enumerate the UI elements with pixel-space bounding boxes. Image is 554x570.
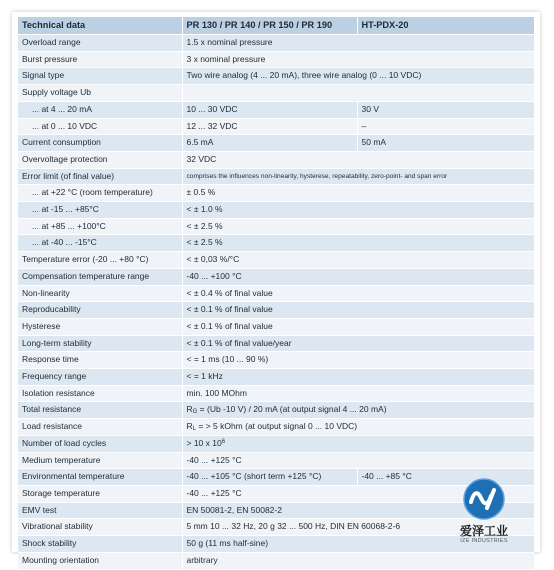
row-value: < ± 0.1 % of final value [182,302,534,319]
table-row [18,218,534,235]
row-label: Environmental temperature [18,469,182,486]
row-value [182,435,534,452]
header-ht-pdx: HT-PDX-20 [357,17,534,35]
table-row [18,118,534,135]
row-label: Non-linearity [18,285,182,302]
row-value: < = 1 kHz [182,369,534,386]
table-row [18,335,534,352]
row-value: < ± 2.5 % [182,218,534,235]
row-label: Long-term stability [18,335,182,352]
row-label: Mounting orientation [18,552,182,569]
row-value: 50 g (11 ms half-sine) [182,536,534,553]
row-value: < ± 2.5 % [182,235,534,252]
row-value: 10 ... 30 VDC [182,101,357,118]
row-value [182,419,534,436]
row-label: Load resistance [18,419,182,436]
row-value-ht: – [357,118,534,135]
row-value: < ± 0,03 %/°C [182,252,534,269]
row-value: 3 x nominal pressure [182,51,534,68]
row-value: < ± 1.0 % [182,202,534,219]
row-value: 12 ... 32 VDC [182,118,357,135]
row-label: Overvoltage protection [18,151,182,168]
row-label: Burst pressure [18,51,182,68]
row-value: min. 100 MOhm [182,385,534,402]
table-row [18,151,534,168]
table-row [18,402,534,419]
row-label: Storage temperature [18,485,182,502]
row-value: Two wire analog (4 ... 20 mA), three wire analog (0 ... 10 VDC) [182,68,534,85]
row-label: Isolation resistance [18,385,182,402]
row-label: ... at -40 ... -15°C [18,235,182,252]
row-label: ... at +85 ... +100°C [18,218,182,235]
row-value: < ± 0.4 % of final value [182,285,534,302]
row-label: Temperature error (-20 ... +80 °C) [18,252,182,269]
header-technical-data: Technical data [18,17,182,35]
row-value-ht: -40 ... +85 °C [357,469,534,486]
row-value: -40 ... +105 °C (short term +125 °C) [182,469,357,486]
row-label: Shock stability [18,536,182,553]
row-value-ht: 30 V [357,101,534,118]
value-subscript: L [192,426,196,433]
table-row [18,135,534,152]
datasheet-panel [12,12,540,565]
value-prefix: > 10 x 10 [186,437,222,448]
row-label: Error limit (of final value) [18,168,182,185]
table-row [18,318,534,335]
ize-logo-icon [456,478,512,522]
row-label: ... at +22 °C (room temperature) [18,185,182,202]
table-row [18,51,534,68]
table-row [18,552,534,569]
row-value: < ± 0.1 % of final value/year [182,335,534,352]
value-prefix: R [186,404,193,415]
value-suffix: = > 5 kOhm (at output signal 0 ... 10 VDC) [195,421,358,432]
row-value: -40 ... +125 °C [182,485,534,502]
table-row [18,285,534,302]
row-value: 6.5 mA [182,135,357,152]
row-value: -40 ... +125 °C [182,452,534,469]
row-label: Reproducability [18,302,182,319]
row-value: ± 0.5 % [182,185,534,202]
table-row [18,35,534,52]
row-value: 32 VDC [182,151,534,168]
row-value: -40 ... +100 °C [182,268,534,285]
table-row [18,369,534,386]
header-pr-models: PR 130 / PR 140 / PR 150 / PR 190 [182,17,357,35]
row-label: Number of load cycles [18,435,182,452]
table-row [18,185,534,202]
table-row [18,168,534,185]
row-label: Medium temperature [18,452,182,469]
row-label: Total resistance [18,402,182,419]
row-value: < ± 0.1 % of final value [182,318,534,335]
row-label: ... at 0 ... 10 VDC [18,118,182,135]
row-label: Frequency range [18,369,182,386]
row-label: ... at -15 ... +85°C [18,202,182,219]
row-value: < = 1 ms (10 ... 90 %) [182,352,534,369]
row-value [182,402,534,419]
table-row [18,202,534,219]
row-label: Overload range [18,35,182,52]
table-row [18,235,534,252]
table-header-row [18,17,534,35]
table-row [18,385,534,402]
value-prefix: R [186,421,193,432]
row-value-note: comprises the influences non-linearity, hysterese, repeatability, zero-point- and span error [182,168,534,185]
row-label: ... at 4 ... 20 mA [18,101,182,118]
table-row [18,68,534,85]
row-label: Hysterese [18,318,182,335]
table-row [18,302,534,319]
table-row [18,252,534,269]
table-row [18,268,534,285]
row-value: EN 50081-2, EN 50082-2 [182,502,534,519]
row-value-ht: 50 mA [357,135,534,152]
row-label: Current consumption [18,135,182,152]
value-subscript: G [192,409,198,416]
table-row [18,85,534,102]
row-label: Compensation temperature range [18,268,182,285]
logo-english-name: IZE INDUSTRIES [460,538,508,544]
table-row [18,352,534,369]
row-value: 5 mm 10 ... 32 Hz, 20 g 32 ... 500 Hz, DIN EN 60068-2-6 [182,519,534,536]
row-label: EMV test [18,502,182,519]
ize-watermark-logo [444,478,524,550]
row-value [182,85,534,102]
row-value: arbitrary [182,552,534,569]
table-row [18,101,534,118]
logo-chinese-name: 爱泽工业 [459,524,508,538]
row-value: 1.5 x nominal pressure [182,35,534,52]
row-label: Response time [18,352,182,369]
row-label: Vibrational stability [18,519,182,536]
value-superscript: 6 [221,438,226,445]
row-label: Supply voltage Ub [18,85,182,102]
value-suffix: = (Ub -10 V) / 20 mA (at output signal 4 ... 20 mA) [197,404,387,415]
row-label: Signal type [18,68,182,85]
table-row [18,435,534,452]
table-row [18,419,534,436]
table-row [18,452,534,469]
